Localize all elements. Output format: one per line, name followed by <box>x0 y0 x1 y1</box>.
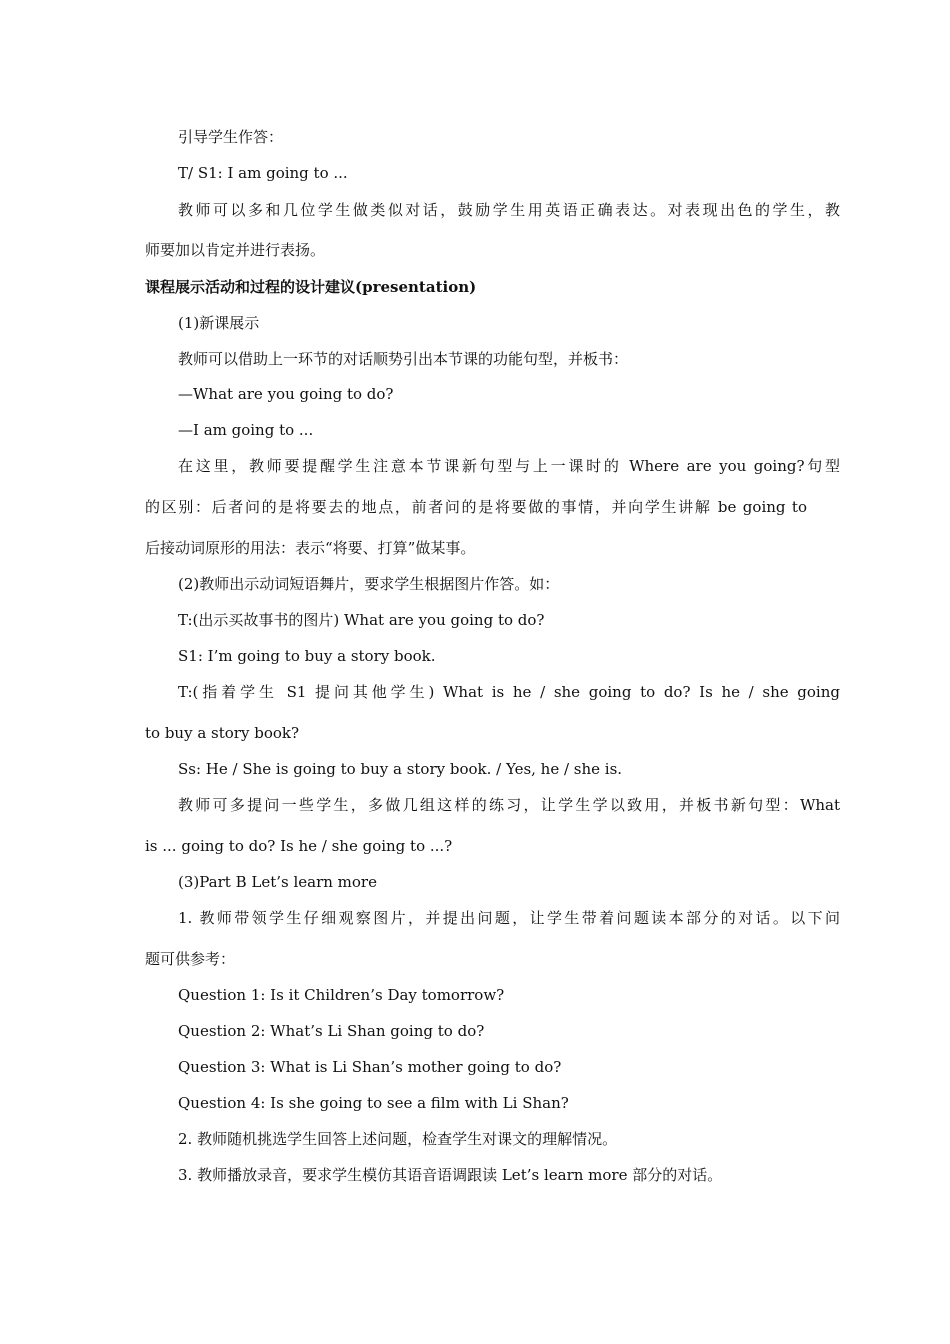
question-line: Question 1: Is it Children’s Day tomorrow? <box>178 986 505 1004</box>
text-line: is ... going to do? Is he / she going to ...? <box>145 837 453 855</box>
text-line: 教师可多提问一些学生，多做几组这样的练习，让学生学以致用，并板书新句型：What <box>178 796 840 814</box>
section-heading: 课程展示活动和过程的设计建议(presentation) <box>145 278 477 296</box>
text-line: T:(出示买故事书的图片) What are you going to do? <box>178 611 545 629</box>
question-line: Question 2: What’s Li Shan going to do? <box>178 1022 485 1040</box>
text-line: —I am going to ... <box>178 421 314 439</box>
text-line: to buy a story book? <box>145 724 300 742</box>
subsection-heading: (3)Part B Let’s learn more <box>178 873 377 891</box>
text-line: 3. 教师播放录音，要求学生模仿其语音语调跟读 Let’s learn more 部分的对话。 <box>178 1166 723 1184</box>
text-line: 师要加以肯定并进行表扬。 <box>145 241 326 259</box>
text-line: 教师可以借助上一环节的对话顺势引出本节课的功能句型，并板书： <box>178 350 629 368</box>
text-line: 2. 教师随机挑选学生回答上述问题，检查学生对课文的理解情况。 <box>178 1130 618 1148</box>
text-line: T:(指着学生 S1 提问其他学生) What is he / she going to do? Is he / she going <box>178 683 840 701</box>
text-line: 教师可以多和几位学生做类似对话，鼓励学生用英语正确表达。对表现出色的学生，教 <box>178 201 840 219</box>
question-line: Question 3: What is Li Shan’s mother going to do? <box>178 1058 562 1076</box>
text-line: 题可供参考： <box>145 950 236 968</box>
text-line: Ss: He / She is going to buy a story book. / Yes, he / she is. <box>178 760 623 778</box>
text-line: 引导学生作答： <box>178 128 284 146</box>
text-line: 的区别：后者问的是将要去的地点，前者问的是将要做的事情，并向学生讲解 be going to <box>145 498 807 516</box>
text-line: 1. 教师带领学生仔细观察图片，并提出问题，让学生带着问题读本部分的对话。以下问 <box>178 909 840 927</box>
subsection-heading: (2)教师出示动词短语舞片，要求学生根据图片作答。如： <box>178 575 560 593</box>
text-line: 在这里，教师要提醒学生注意本节课新句型与上一课时的 Where are you going?句型 <box>178 457 840 475</box>
text-line: T/ S1: I am going to ... <box>178 164 348 182</box>
text-line: S1: I’m going to buy a story book. <box>178 647 436 665</box>
text-line: —What are you going to do? <box>178 385 394 403</box>
subsection-heading: (1)新课展示 <box>178 314 260 332</box>
question-line: Question 4: Is she going to see a film with Li Shan? <box>178 1094 569 1112</box>
text-line: 后接动词原形的用法：表示“将要、打算”做某事。 <box>145 539 476 557</box>
